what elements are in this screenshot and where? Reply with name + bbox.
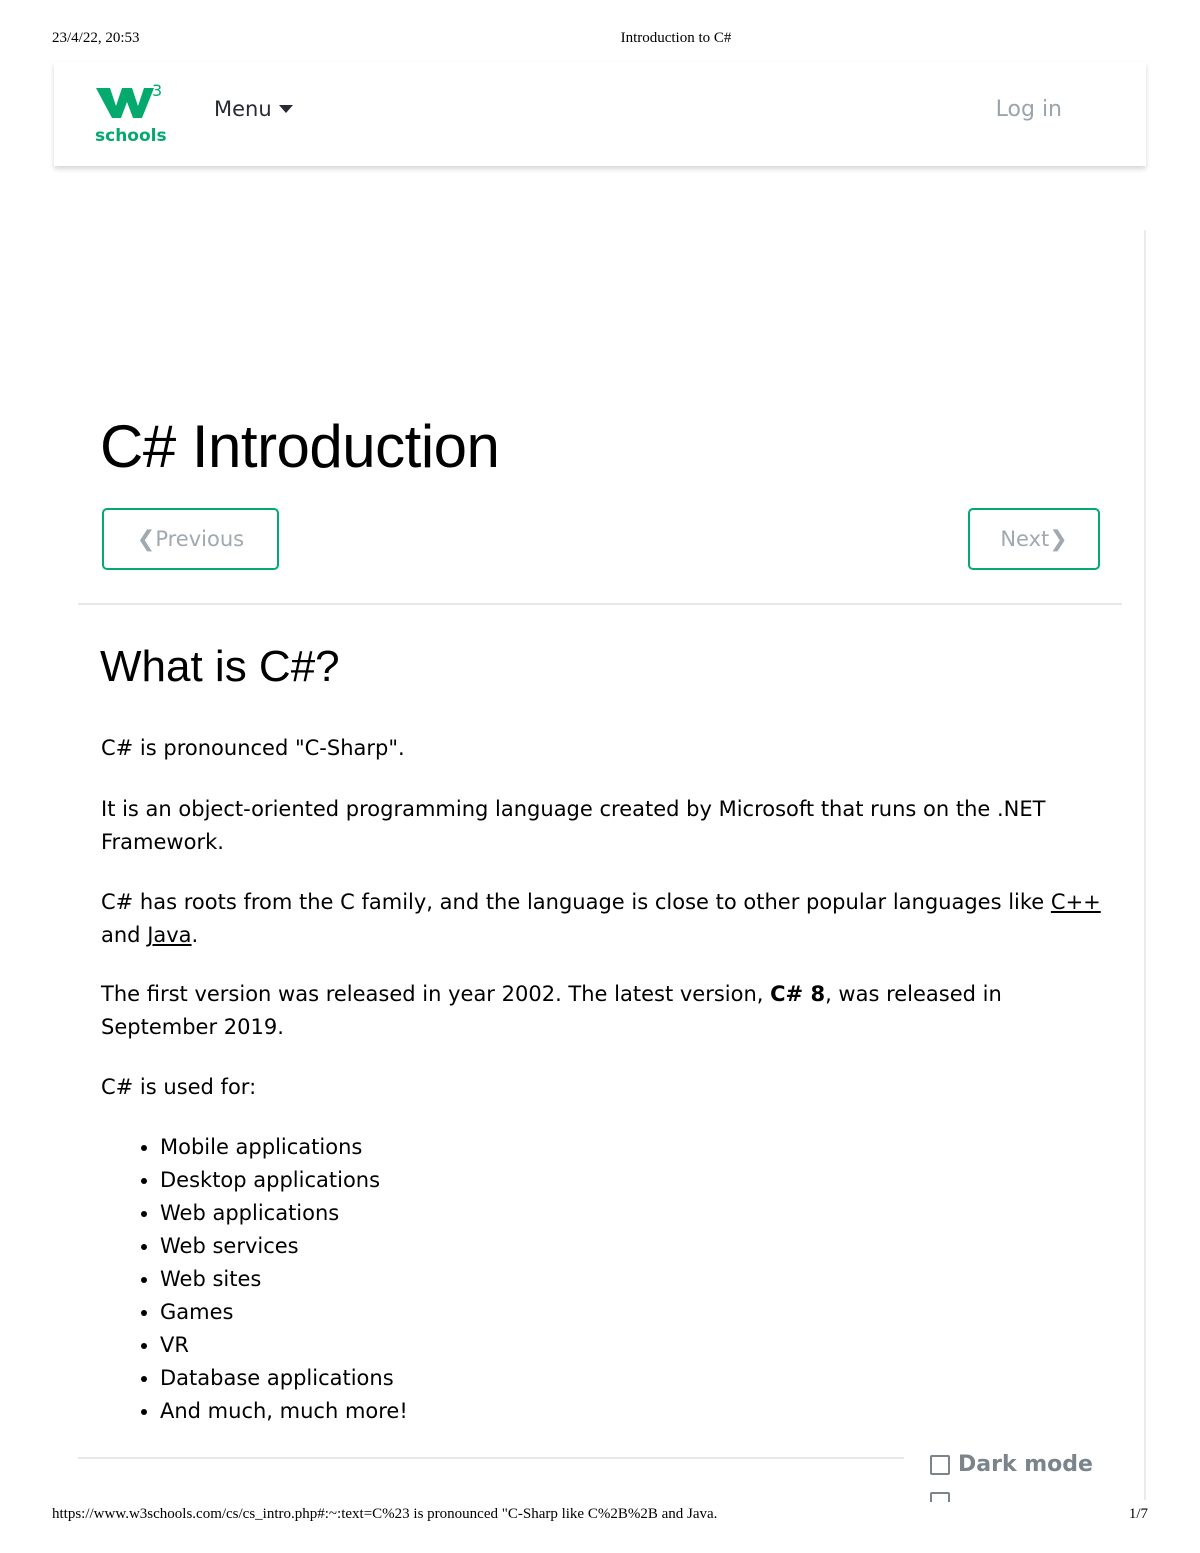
paragraph-pronunciation: C# is pronounced "C-Sharp". bbox=[101, 736, 405, 760]
menu-button[interactable] bbox=[214, 97, 293, 121]
print-page-title: Introduction to C# bbox=[620, 30, 732, 46]
roots-text: C# has roots from the C family, and the language is close to other popular languages like bbox=[101, 890, 1051, 914]
paragraph-versions bbox=[101, 978, 1111, 1044]
list-item: • Games bbox=[160, 1296, 408, 1329]
logo-superscript: 3 bbox=[152, 81, 163, 100]
versions-text: The first version was released in year 2002. The latest version, bbox=[101, 982, 771, 1006]
right-sidebar-edge bbox=[1144, 230, 1146, 1500]
java-link[interactable]: Java bbox=[147, 923, 192, 947]
uses-list bbox=[101, 1131, 408, 1428]
top-navbar bbox=[54, 62, 1146, 166]
print-datetime: 23/4/22, 20:53 bbox=[52, 30, 140, 46]
paragraph-description: It is an object-oriented programming language created by Microsoft that runs on the .NET Framework. bbox=[101, 797, 1046, 854]
w3schools-logo[interactable] bbox=[94, 80, 168, 146]
login-button[interactable]: Log in bbox=[995, 97, 1062, 122]
list-item: • And much, much more! bbox=[160, 1395, 408, 1428]
checkbox-icon[interactable] bbox=[930, 1455, 950, 1475]
list-item: • Web sites bbox=[160, 1263, 408, 1296]
paragraph-roots bbox=[101, 886, 1111, 952]
menu-label: Menu bbox=[214, 97, 272, 121]
list-item: • Desktop applications bbox=[160, 1164, 408, 1197]
list-item: • Web services bbox=[160, 1230, 408, 1263]
previous-button[interactable] bbox=[102, 508, 279, 570]
section-title: What is C#? bbox=[100, 642, 340, 691]
next-label: Next bbox=[1000, 527, 1050, 551]
roots-period: . bbox=[191, 923, 199, 947]
print-url: https://www.w3schools.com/cs/cs_intro.php#:~:text=C%23 is pronounced "C-Sharp like C%2B%2B and Java. bbox=[52, 1506, 718, 1522]
next-button[interactable] bbox=[968, 508, 1100, 570]
versions-text-end: , was released in September 2019. bbox=[101, 982, 1002, 1039]
checkbox-icon bbox=[930, 1492, 950, 1502]
list-item: • VR bbox=[160, 1329, 408, 1362]
dark-mode-label: Dark mode bbox=[958, 1452, 1093, 1477]
dark-mode-toggle-clipped bbox=[930, 1492, 1080, 1502]
list-item: • Database applications bbox=[160, 1362, 408, 1395]
cpp-link[interactable]: C++ bbox=[1050, 890, 1101, 914]
list-item: • Web applications bbox=[160, 1197, 408, 1230]
previous-label: Previous bbox=[155, 527, 245, 551]
paragraph-used-for: C# is used for: bbox=[101, 1075, 257, 1099]
divider bbox=[78, 603, 1122, 605]
chevron-right-icon: ❯ bbox=[1049, 526, 1068, 552]
dark-mode-toggle[interactable] bbox=[930, 1452, 1093, 1477]
roots-and-text: and bbox=[101, 923, 148, 947]
divider bbox=[78, 1457, 904, 1459]
latest-version: C# 8 bbox=[770, 982, 826, 1006]
chevron-left-icon: ❮ bbox=[136, 526, 156, 552]
print-page-number: 1/7 bbox=[1128, 1506, 1148, 1522]
list-item: • Mobile applications bbox=[160, 1131, 408, 1164]
page-title: C# Introduction bbox=[100, 413, 500, 480]
logo-wordmark: schools bbox=[95, 126, 167, 146]
caret-down-icon bbox=[279, 105, 293, 113]
